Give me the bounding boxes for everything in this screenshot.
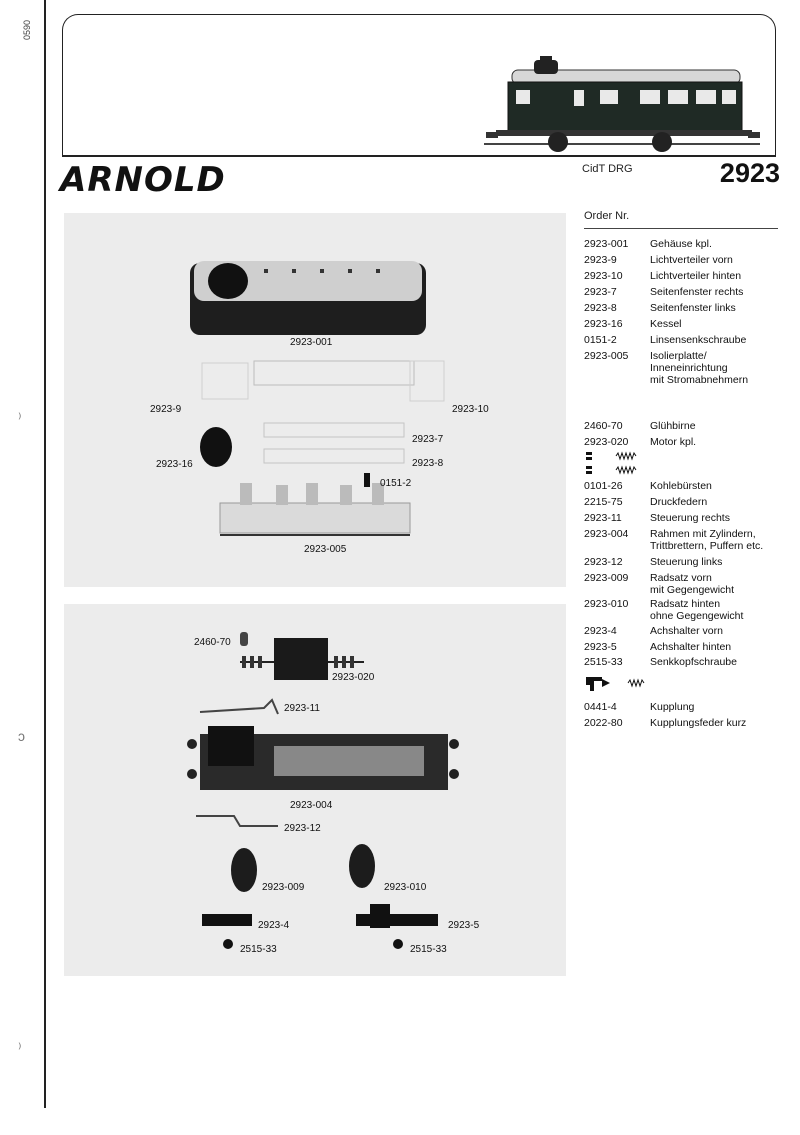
order-description: Rahmen mit Zylindern, — [650, 528, 756, 540]
brand-logo: ARNOLD — [60, 160, 226, 200]
callout-light-rear: 2923-10 — [452, 404, 489, 415]
order-number: 2923-16 — [584, 318, 623, 330]
order-description: Isolierplatte/ — [650, 350, 707, 362]
order-description: Kupplung — [650, 701, 695, 713]
order-number: 2923-7 — [584, 286, 617, 298]
order-description: Motor kpl. — [650, 436, 697, 448]
callout-axle-rear: 2923-5 — [448, 920, 480, 931]
callout-control-right: 2923-11 — [284, 703, 320, 714]
order-number: 2923-001 — [584, 238, 629, 250]
spring-icon — [616, 453, 636, 459]
callout-screw-b: 2515-33 — [410, 944, 447, 955]
locomotive-illustration — [482, 56, 762, 156]
chassis-parts-photo — [64, 604, 566, 976]
coupling-icons — [584, 673, 654, 695]
side-code: 0590 — [22, 19, 32, 40]
order-list-title: Order Nr. — [584, 210, 630, 222]
order-description: Lichtverteiler hinten — [650, 270, 742, 282]
order-description: Linsensenkschraube — [650, 334, 747, 346]
order-description: Radsatz vorn — [650, 572, 712, 584]
order-number: 2923-4 — [584, 625, 617, 637]
order-description: Steuerung rechts — [650, 512, 730, 524]
binding-margin-line — [44, 0, 46, 1108]
order-description: Senkkopfschraube — [650, 656, 737, 668]
order-description: Seitenfenster links — [650, 302, 736, 314]
order-description: mit Stromabnehmern — [650, 374, 749, 386]
callout-bulb: 2460-70 — [194, 637, 231, 648]
order-description: mit Gegengewicht — [650, 584, 735, 596]
callout-frame: 2923-004 — [290, 800, 333, 811]
model-number: 2923 — [719, 158, 780, 188]
order-description: ohne Gegengewicht — [650, 610, 744, 622]
coupling-icon — [586, 677, 610, 691]
order-number: 2923-11 — [584, 512, 622, 524]
order-description: Gehäuse kpl. — [650, 238, 712, 250]
callout-window-left: 2923-8 — [412, 458, 444, 469]
callout-axle-front: 2923-4 — [258, 920, 290, 931]
callout-housing: 2923-001 — [290, 337, 333, 348]
callout-boiler: 2923-16 — [156, 459, 193, 470]
order-description: Steuerung links — [650, 556, 723, 568]
order-description: Druckfedern — [650, 496, 708, 508]
callout-insulator: 2923-005 — [304, 544, 347, 555]
model-name: CidT DRG — [582, 163, 633, 175]
callout-control-left: 2923-12 — [284, 823, 321, 834]
callout-screw: 0151-2 — [380, 478, 412, 489]
callout-screw-a: 2515-33 — [240, 944, 277, 955]
order-number: 2923-004 — [584, 528, 629, 540]
order-description: Kohlebürsten — [650, 480, 712, 492]
order-number: 2923-10 — [584, 270, 623, 282]
order-description: Kupplungsfeder kurz — [650, 717, 747, 729]
order-number: 0151-2 — [584, 334, 617, 346]
order-number: 2923-005 — [584, 350, 629, 362]
punch-hole-mark: ⁾ — [18, 1040, 22, 1056]
order-description: Achshalter vorn — [650, 625, 723, 637]
order-number: 0441-4 — [584, 701, 617, 713]
callout-wheelset-front: 2923-009 — [262, 882, 305, 893]
order-number: 2923-020 — [584, 436, 629, 448]
spring-icon — [628, 680, 644, 686]
brush-spring-icons — [584, 450, 644, 478]
order-number: 0101-26 — [584, 480, 623, 492]
order-description: Kessel — [650, 318, 682, 330]
order-number: 2923-010 — [584, 598, 629, 610]
order-number: 2215-75 — [584, 496, 623, 508]
order-number: 2515-33 — [584, 656, 623, 668]
order-number: 2460-70 — [584, 420, 623, 432]
punch-hole-mark: ⁾ — [18, 410, 22, 426]
order-number: 2923-5 — [584, 641, 617, 653]
order-description: Seitenfenster rechts — [650, 286, 744, 298]
spring-icon — [616, 467, 636, 473]
order-description: Lichtverteiler vorn — [650, 254, 733, 266]
order-number: 2923-12 — [584, 556, 623, 568]
callout-window-right: 2923-7 — [412, 434, 444, 445]
order-description: Radsatz hinten — [650, 598, 721, 610]
callout-motor: 2923-020 — [332, 672, 375, 683]
body-parts-photo — [64, 213, 566, 587]
carbon-brush-icon — [586, 452, 592, 460]
callout-wheelset-rear: 2923-010 — [384, 882, 427, 893]
order-description: Glühbirne — [650, 420, 696, 432]
order-description: Achshalter hinten — [650, 641, 732, 653]
order-description: Trittbrettern, Puffern etc. — [650, 540, 764, 552]
order-number: 2923-8 — [584, 302, 617, 314]
punch-hole-mark: ↄ — [18, 728, 25, 744]
order-number: 2923-9 — [584, 254, 617, 266]
order-number: 2923-009 — [584, 572, 629, 584]
order-list-rule — [584, 228, 778, 229]
carbon-brush-icon — [586, 466, 592, 474]
callout-light-front: 2923-9 — [150, 404, 182, 415]
order-description: Inneneinrichtung — [650, 362, 728, 374]
order-number: 2022-80 — [584, 717, 623, 729]
